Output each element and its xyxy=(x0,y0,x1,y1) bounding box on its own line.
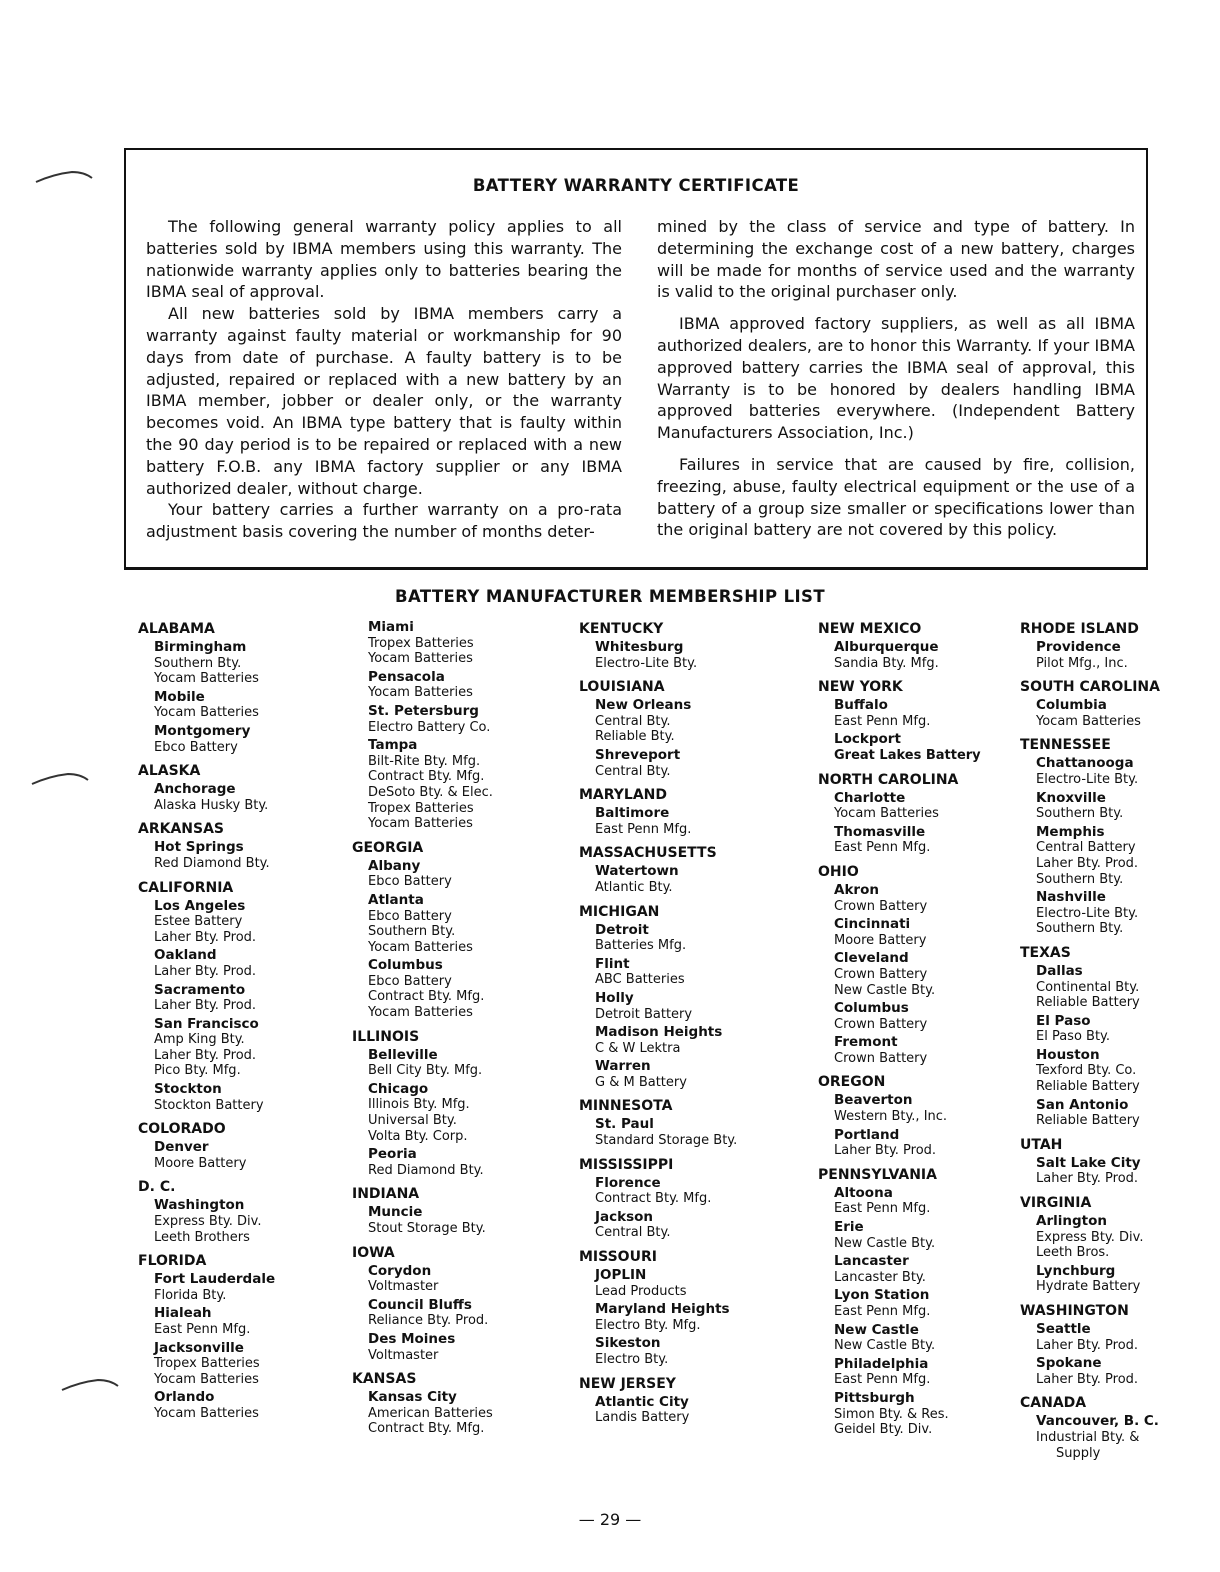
city-name: Houston xyxy=(1036,1046,1100,1063)
city-name: Cleveland xyxy=(834,950,909,967)
state-heading: NEW JERSEY xyxy=(579,1375,676,1392)
city-name: Portland xyxy=(834,1126,900,1143)
state-heading: PENNSYLVANIA xyxy=(818,1166,937,1183)
binder-mark xyxy=(30,772,90,786)
city-name: Anchorage xyxy=(154,781,236,798)
city-name: Watertown xyxy=(595,863,679,880)
city-name: Whitesburg xyxy=(595,639,684,655)
company-name: Reliable Bty. xyxy=(595,729,675,745)
binder-mark xyxy=(34,170,94,184)
company-name: Crown Battery xyxy=(834,898,928,914)
state-heading: NEW MEXICO xyxy=(818,621,922,637)
city-name: Buffalo xyxy=(834,697,888,714)
state-heading: VIRGINIA xyxy=(1020,1195,1092,1212)
company-name: Southern Bty. xyxy=(368,924,456,940)
company-name: G & M Battery xyxy=(595,1074,687,1090)
city-name: Lockport xyxy=(834,731,901,748)
company-name: Tropex Batteries xyxy=(368,800,474,816)
company-name: Geidel Bty. Div. xyxy=(834,1422,933,1438)
city-name: Hialeah xyxy=(154,1305,212,1322)
city-name: Muncie xyxy=(368,1204,423,1221)
company-name: Alaska Husky Bty. xyxy=(154,797,269,813)
state-heading: INDIANA xyxy=(352,1186,420,1203)
certificate-paragraph: IBMA approved factory suppliers, as well as all IBMA authorized dealers, are to honor this Warranty. If your IBMA approved battery carries the IBMA seal of approval, this Warranty is to be honored by dealers handling IBMA approved batteries everywhere. (Independent Battery Manufacturers Association, Inc.) xyxy=(657,314,1135,443)
company-name: Laher Bty. Prod. xyxy=(154,1047,257,1063)
city-name: Belleville xyxy=(368,1046,438,1063)
company-name: Central Bty. xyxy=(595,763,671,779)
company-name: New Castle Bty. xyxy=(834,1338,936,1354)
state-heading: WASHINGTON xyxy=(1020,1303,1129,1319)
city-name: Cincinnati xyxy=(834,916,911,933)
city-name: Thomasville xyxy=(834,823,926,840)
company-name: Electro-Lite Bty. xyxy=(595,655,698,671)
city-name: New Castle xyxy=(834,1321,919,1338)
company-name: Reliance Bty. Prod. xyxy=(368,1313,489,1329)
city-name: Birmingham xyxy=(154,639,247,655)
company-name: Supply xyxy=(1056,1445,1101,1461)
city-name: Charlotte xyxy=(834,789,906,806)
state-heading: ARKANSAS xyxy=(138,821,225,838)
city-name: JOPLIN xyxy=(595,1267,647,1284)
page-number: — 29 — xyxy=(578,1510,642,1529)
city-name: Albany xyxy=(368,857,421,874)
state-heading: FLORIDA xyxy=(138,1253,207,1270)
company-name: East Penn Mfg. xyxy=(595,821,692,837)
company-name: Express Bty. Div. xyxy=(1036,1229,1144,1245)
company-name: Batteries Mfg. xyxy=(595,938,687,954)
city-name: Lancaster xyxy=(834,1253,909,1270)
company-name: East Penn Mfg. xyxy=(834,713,931,729)
company-name: Pilot Mfg., Inc. xyxy=(1036,655,1128,671)
city-name: Jacksonville xyxy=(154,1339,244,1356)
state-heading: MINNESOTA xyxy=(579,1098,673,1115)
company-name: Yocam Batteries xyxy=(368,939,473,955)
city-name: Holly xyxy=(595,989,634,1006)
company-name: Yocam Batteries xyxy=(154,671,259,687)
certificate-paragraph: mined by the class of service and type of battery. In determining the exchange cost of a new battery, charges will be made for months of service used and the warranty is valid to the original purchaser only. xyxy=(657,217,1135,302)
city-name: El Paso xyxy=(1036,1012,1091,1029)
company-name: Atlantic Bty. xyxy=(595,879,673,895)
state-heading: COLORADO xyxy=(138,1121,226,1138)
city-name: San Francisco xyxy=(154,1015,259,1032)
city-name: Beaverton xyxy=(834,1092,913,1109)
city-name: Columbia xyxy=(1036,697,1107,714)
state-heading: ALASKA xyxy=(138,763,201,780)
membership-column xyxy=(1020,620,1205,1461)
company-name: Ebco Battery xyxy=(368,908,452,924)
company-name: Tropex Batteries xyxy=(368,635,474,651)
city-name: Chicago xyxy=(368,1080,429,1097)
company-name: Yocam Batteries xyxy=(368,1005,473,1021)
city-name: Pensacola xyxy=(368,668,445,685)
state-heading: D. C. xyxy=(138,1179,176,1196)
state-heading: ALABAMA xyxy=(138,621,215,637)
company-name: Continental Bty. xyxy=(1036,979,1140,995)
city-name: Tampa xyxy=(368,737,418,754)
company-name: Southern Bty. xyxy=(1036,806,1124,822)
company-name: Yocam Batteries xyxy=(154,705,259,721)
company-name: East Penn Mfg. xyxy=(834,840,931,856)
company-name: Ebco Battery xyxy=(154,739,238,755)
company-name: Sandia Bty. Mfg. xyxy=(834,655,939,671)
state-heading: OREGON xyxy=(818,1074,886,1091)
city-name: Vancouver, B. C. xyxy=(1036,1413,1159,1430)
company-name: Express Bty. Div. xyxy=(154,1214,262,1230)
state-heading: MISSOURI xyxy=(579,1249,657,1266)
company-name: New Castle Bty. xyxy=(834,982,936,998)
city-name: Los Angeles xyxy=(154,897,246,914)
city-name: St. Paul xyxy=(595,1116,654,1133)
state-heading: ILLINOIS xyxy=(352,1028,420,1045)
membership-column xyxy=(138,620,338,1422)
city-name: Nashville xyxy=(1036,889,1106,906)
city-name: Oakland xyxy=(154,947,217,964)
state-heading: MICHIGAN xyxy=(579,903,660,920)
city-name: Council Bluffs xyxy=(368,1296,472,1313)
city-name: Alburquerque xyxy=(834,639,939,655)
city-name: Maryland Heights xyxy=(595,1301,730,1318)
certificate-right-column xyxy=(657,216,1135,541)
company-name: Ebco Battery xyxy=(368,973,452,989)
city-name: Orlando xyxy=(154,1389,215,1406)
company-name: Moore Battery xyxy=(154,1155,247,1171)
company-name: Landis Battery xyxy=(595,1410,690,1426)
city-name: Arlington xyxy=(1036,1213,1107,1230)
company-name: Hydrate Battery xyxy=(1036,1279,1141,1295)
city-name: Detroit xyxy=(595,921,649,938)
state-heading: NEW YORK xyxy=(818,679,903,696)
company-name: American Batteries xyxy=(368,1405,493,1421)
company-name: Southern Bty. xyxy=(1036,871,1124,887)
city-name: Florence xyxy=(595,1174,661,1191)
city-name: Columbus xyxy=(368,957,443,974)
company-name: Reliable Battery xyxy=(1036,995,1140,1011)
city-name: Des Moines xyxy=(368,1330,456,1347)
company-name: Stout Storage Bty. xyxy=(368,1221,486,1236)
company-name: Laher Bty. Prod. xyxy=(834,1143,937,1159)
city-name: Altoona xyxy=(834,1184,893,1201)
state-heading: OHIO xyxy=(818,863,859,880)
city-name: Peoria xyxy=(368,1146,417,1163)
certificate-paragraph: All new batteries sold by IBMA members carry a warranty against faulty material or workmanship for 90 days from date of purchase. A faulty battery is to be adjusted, repaired or replaced with a new battery by an IBMA member, jobber or dealer only, or the warranty becomes void. An IBMA type battery that is faulty within the 90 day period is to be repaired or replaced with a new battery F.O.B. any IBMA factory supplier or any IBMA authorized dealer, without charge. xyxy=(146,304,622,498)
company-name: Central Bty. xyxy=(595,713,671,729)
company-name: Red Diamond Bty. xyxy=(154,855,270,871)
company-name: Stockton Battery xyxy=(154,1097,264,1113)
state-heading: KANSAS xyxy=(352,1371,417,1388)
company-name: East Penn Mfg. xyxy=(834,1372,931,1388)
city-name: Erie xyxy=(834,1219,864,1236)
company-name: Central Bty. xyxy=(595,1225,671,1241)
city-name: Akron xyxy=(834,881,879,898)
city-name: Madison Heights xyxy=(595,1024,723,1041)
city-name: Washington xyxy=(154,1197,245,1214)
state-heading: RHODE ISLAND xyxy=(1020,621,1139,637)
certificate-title: BATTERY WARRANTY CERTIFICATE xyxy=(472,176,800,195)
city-name: Atlantic City xyxy=(595,1393,689,1410)
state-heading: CALIFORNIA xyxy=(138,879,234,896)
city-name: New Orleans xyxy=(595,697,692,714)
company-name: Western Bty., Inc. xyxy=(834,1109,948,1125)
certificate-paragraph: Your battery carries a further warranty on a pro-rata adjustment basis covering the number of months deter- xyxy=(146,500,622,542)
company-name: ABC Batteries xyxy=(595,972,685,988)
company-name: Yocam Batteries xyxy=(368,685,473,701)
company-name: Great Lakes Battery xyxy=(834,747,981,763)
company-name: Lancaster Bty. xyxy=(834,1269,926,1285)
company-name: Bilt-Rite Bty. Mfg. xyxy=(368,753,481,769)
warranty-certificate-box xyxy=(124,148,1148,570)
city-name: Providence xyxy=(1036,639,1121,655)
company-name: East Penn Mfg. xyxy=(834,1304,931,1319)
company-name: Amp King Bty. xyxy=(154,1032,245,1048)
membership-column xyxy=(579,620,799,1426)
company-name: Ebco Battery xyxy=(368,874,452,890)
company-name: East Penn Mfg. xyxy=(154,1322,251,1337)
company-name: Florida Bty. xyxy=(154,1287,227,1303)
membership-column xyxy=(352,620,562,1437)
certificate-left-column xyxy=(146,216,622,543)
state-heading: TENNESSEE xyxy=(1020,737,1111,754)
company-name: Electro Bty. xyxy=(595,1352,669,1367)
company-name: Laher Bty. Prod. xyxy=(1036,855,1139,871)
state-heading: TEXAS xyxy=(1020,944,1071,961)
city-name: Knoxville xyxy=(1036,789,1106,806)
company-name: Central Battery xyxy=(1036,840,1136,856)
state-heading: MISSISSIPPI xyxy=(579,1156,674,1173)
city-name: Fort Lauderdale xyxy=(154,1271,276,1288)
certificate-paragraph: The following general warranty policy applies to all batteries sold by IBMA members using this warranty. The nationwide warranty applies only to batteries bearing the IBMA seal of approval. xyxy=(146,217,622,302)
company-name: Industrial Bty. & xyxy=(1036,1429,1140,1445)
city-name: Miami xyxy=(368,619,414,635)
company-name: Bell City Bty. Mfg. xyxy=(368,1063,483,1079)
company-name: Yocam Batteries xyxy=(1036,713,1141,729)
company-name: Yocam Batteries xyxy=(154,1405,259,1421)
company-name: Lead Products xyxy=(595,1283,687,1299)
city-name: Flint xyxy=(595,955,630,972)
company-name: Laher Bty. Prod. xyxy=(154,929,257,945)
city-name: Salt Lake City xyxy=(1036,1154,1141,1171)
state-heading: MARYLAND xyxy=(579,787,668,804)
state-heading: MASSACHUSETTS xyxy=(579,845,717,862)
company-name: Volta Bty. Corp. xyxy=(368,1128,468,1144)
state-heading: KENTUCKY xyxy=(579,621,664,637)
company-name: Simon Bty. & Res. xyxy=(834,1406,949,1422)
state-heading: UTAH xyxy=(1020,1136,1063,1153)
company-name: Universal Bty. xyxy=(368,1113,457,1129)
company-name: Southern Bty. xyxy=(154,655,242,671)
company-name: Laher Bty. Prod. xyxy=(1036,1371,1139,1387)
company-name: Laher Bty. Prod. xyxy=(154,963,257,979)
city-name: St. Petersburg xyxy=(368,702,479,719)
state-heading: SOUTH CAROLINA xyxy=(1020,679,1160,696)
company-name: Texford Bty. Co. xyxy=(1036,1063,1137,1079)
company-name: Laher Bty. Prod. xyxy=(154,998,257,1014)
company-name: Contract Bty. Mfg. xyxy=(595,1191,712,1207)
company-name: DeSoto Bty. & Elec. xyxy=(368,784,493,800)
city-name: Spokane xyxy=(1036,1355,1102,1372)
company-name: New Castle Bty. xyxy=(834,1235,936,1251)
company-name: Reliable Battery xyxy=(1036,1079,1140,1095)
certificate-paragraph: Failures in service that are caused by fire, collision, freezing, abuse, faulty electrical equipment or the use of a battery of a group size smaller or specifications lower than the original battery are not covered by this policy. xyxy=(657,454,1135,540)
company-name: Reliable Battery xyxy=(1036,1113,1140,1129)
city-name: Memphis xyxy=(1036,823,1105,840)
company-name: Laher Bty. Prod. xyxy=(1036,1171,1139,1187)
company-name: Contract Bty. Mfg. xyxy=(368,1421,485,1437)
company-name: Voltmaster xyxy=(368,1279,439,1295)
company-name: Crown Battery xyxy=(834,1050,928,1066)
city-name: Denver xyxy=(154,1139,209,1156)
company-name: Yocam Batteries xyxy=(154,1371,259,1387)
company-name: Estee Battery xyxy=(154,914,243,930)
membership-list-title: BATTERY MANUFACTURER MEMBERSHIP LIST xyxy=(395,587,825,606)
company-name: Leeth Bros. xyxy=(1036,1245,1110,1261)
city-name: Pittsburgh xyxy=(834,1389,915,1406)
company-name: Red Diamond Bty. xyxy=(368,1162,484,1178)
city-name: Warren xyxy=(595,1058,651,1075)
company-name: Electro Battery Co. xyxy=(368,719,491,735)
city-name: Montgomery xyxy=(154,722,251,739)
city-name: San Antonio xyxy=(1036,1096,1129,1113)
city-name: Mobile xyxy=(154,688,205,705)
city-name: Hot Springs xyxy=(154,839,244,856)
company-name: Pico Bty. Mfg. xyxy=(154,1063,241,1079)
company-name: Contract Bty. Mfg. xyxy=(368,989,485,1005)
city-name: Kansas City xyxy=(368,1389,457,1406)
company-name: Detroit Battery xyxy=(595,1006,693,1022)
membership-column xyxy=(818,620,1008,1438)
city-name: Fremont xyxy=(834,1034,898,1051)
company-name: Leeth Brothers xyxy=(154,1229,250,1245)
city-name: Corydon xyxy=(368,1262,432,1279)
company-name: Crown Battery xyxy=(834,1016,928,1032)
city-name: Shreveport xyxy=(595,746,681,763)
city-name: Sikeston xyxy=(595,1335,661,1352)
company-name: C & W Lektra xyxy=(595,1040,681,1056)
city-name: Baltimore xyxy=(595,805,670,822)
company-name: Yocam Batteries xyxy=(368,816,473,832)
company-name: Crown Battery xyxy=(834,966,928,982)
city-name: Lyon Station xyxy=(834,1287,930,1304)
state-heading: GEORGIA xyxy=(352,839,424,856)
company-name: El Paso Bty. xyxy=(1036,1029,1111,1045)
company-name: Moore Battery xyxy=(834,932,927,948)
company-name: Laher Bty. Prod. xyxy=(1036,1337,1139,1353)
binder-mark xyxy=(60,1378,120,1392)
company-name: Electro-Lite Bty. xyxy=(1036,905,1139,921)
company-name: Voltmaster xyxy=(368,1347,439,1363)
state-heading: NORTH CAROLINA xyxy=(818,771,959,788)
state-heading: CANADA xyxy=(1020,1395,1087,1412)
city-name: Dallas xyxy=(1036,962,1083,979)
city-name: Jackson xyxy=(595,1208,654,1225)
company-name: Tropex Batteries xyxy=(154,1356,260,1372)
city-name: Atlanta xyxy=(368,891,424,908)
company-name: Yocam Batteries xyxy=(368,651,473,667)
city-name: Stockton xyxy=(154,1081,222,1098)
company-name: Southern Bty. xyxy=(1036,921,1124,937)
company-name: Electro-Lite Bty. xyxy=(1036,771,1139,787)
state-heading: IOWA xyxy=(352,1244,395,1261)
city-name: Philadelphia xyxy=(834,1355,929,1372)
city-name: Chattanooga xyxy=(1036,755,1134,772)
company-name: Illinois Bty. Mfg. xyxy=(368,1097,470,1113)
city-name: Lynchburg xyxy=(1036,1262,1116,1279)
state-heading: LOUISIANA xyxy=(579,679,665,696)
city-name: Seattle xyxy=(1036,1321,1091,1337)
company-name: Standard Storage Bty. xyxy=(595,1133,738,1149)
company-name: Electro Bty. Mfg. xyxy=(595,1317,701,1333)
company-name: Yocam Batteries xyxy=(834,806,939,822)
city-name: Columbus xyxy=(834,1000,909,1017)
company-name: East Penn Mfg. xyxy=(834,1201,931,1217)
company-name: Contract Bty. Mfg. xyxy=(368,769,485,785)
city-name: Sacramento xyxy=(154,981,246,998)
